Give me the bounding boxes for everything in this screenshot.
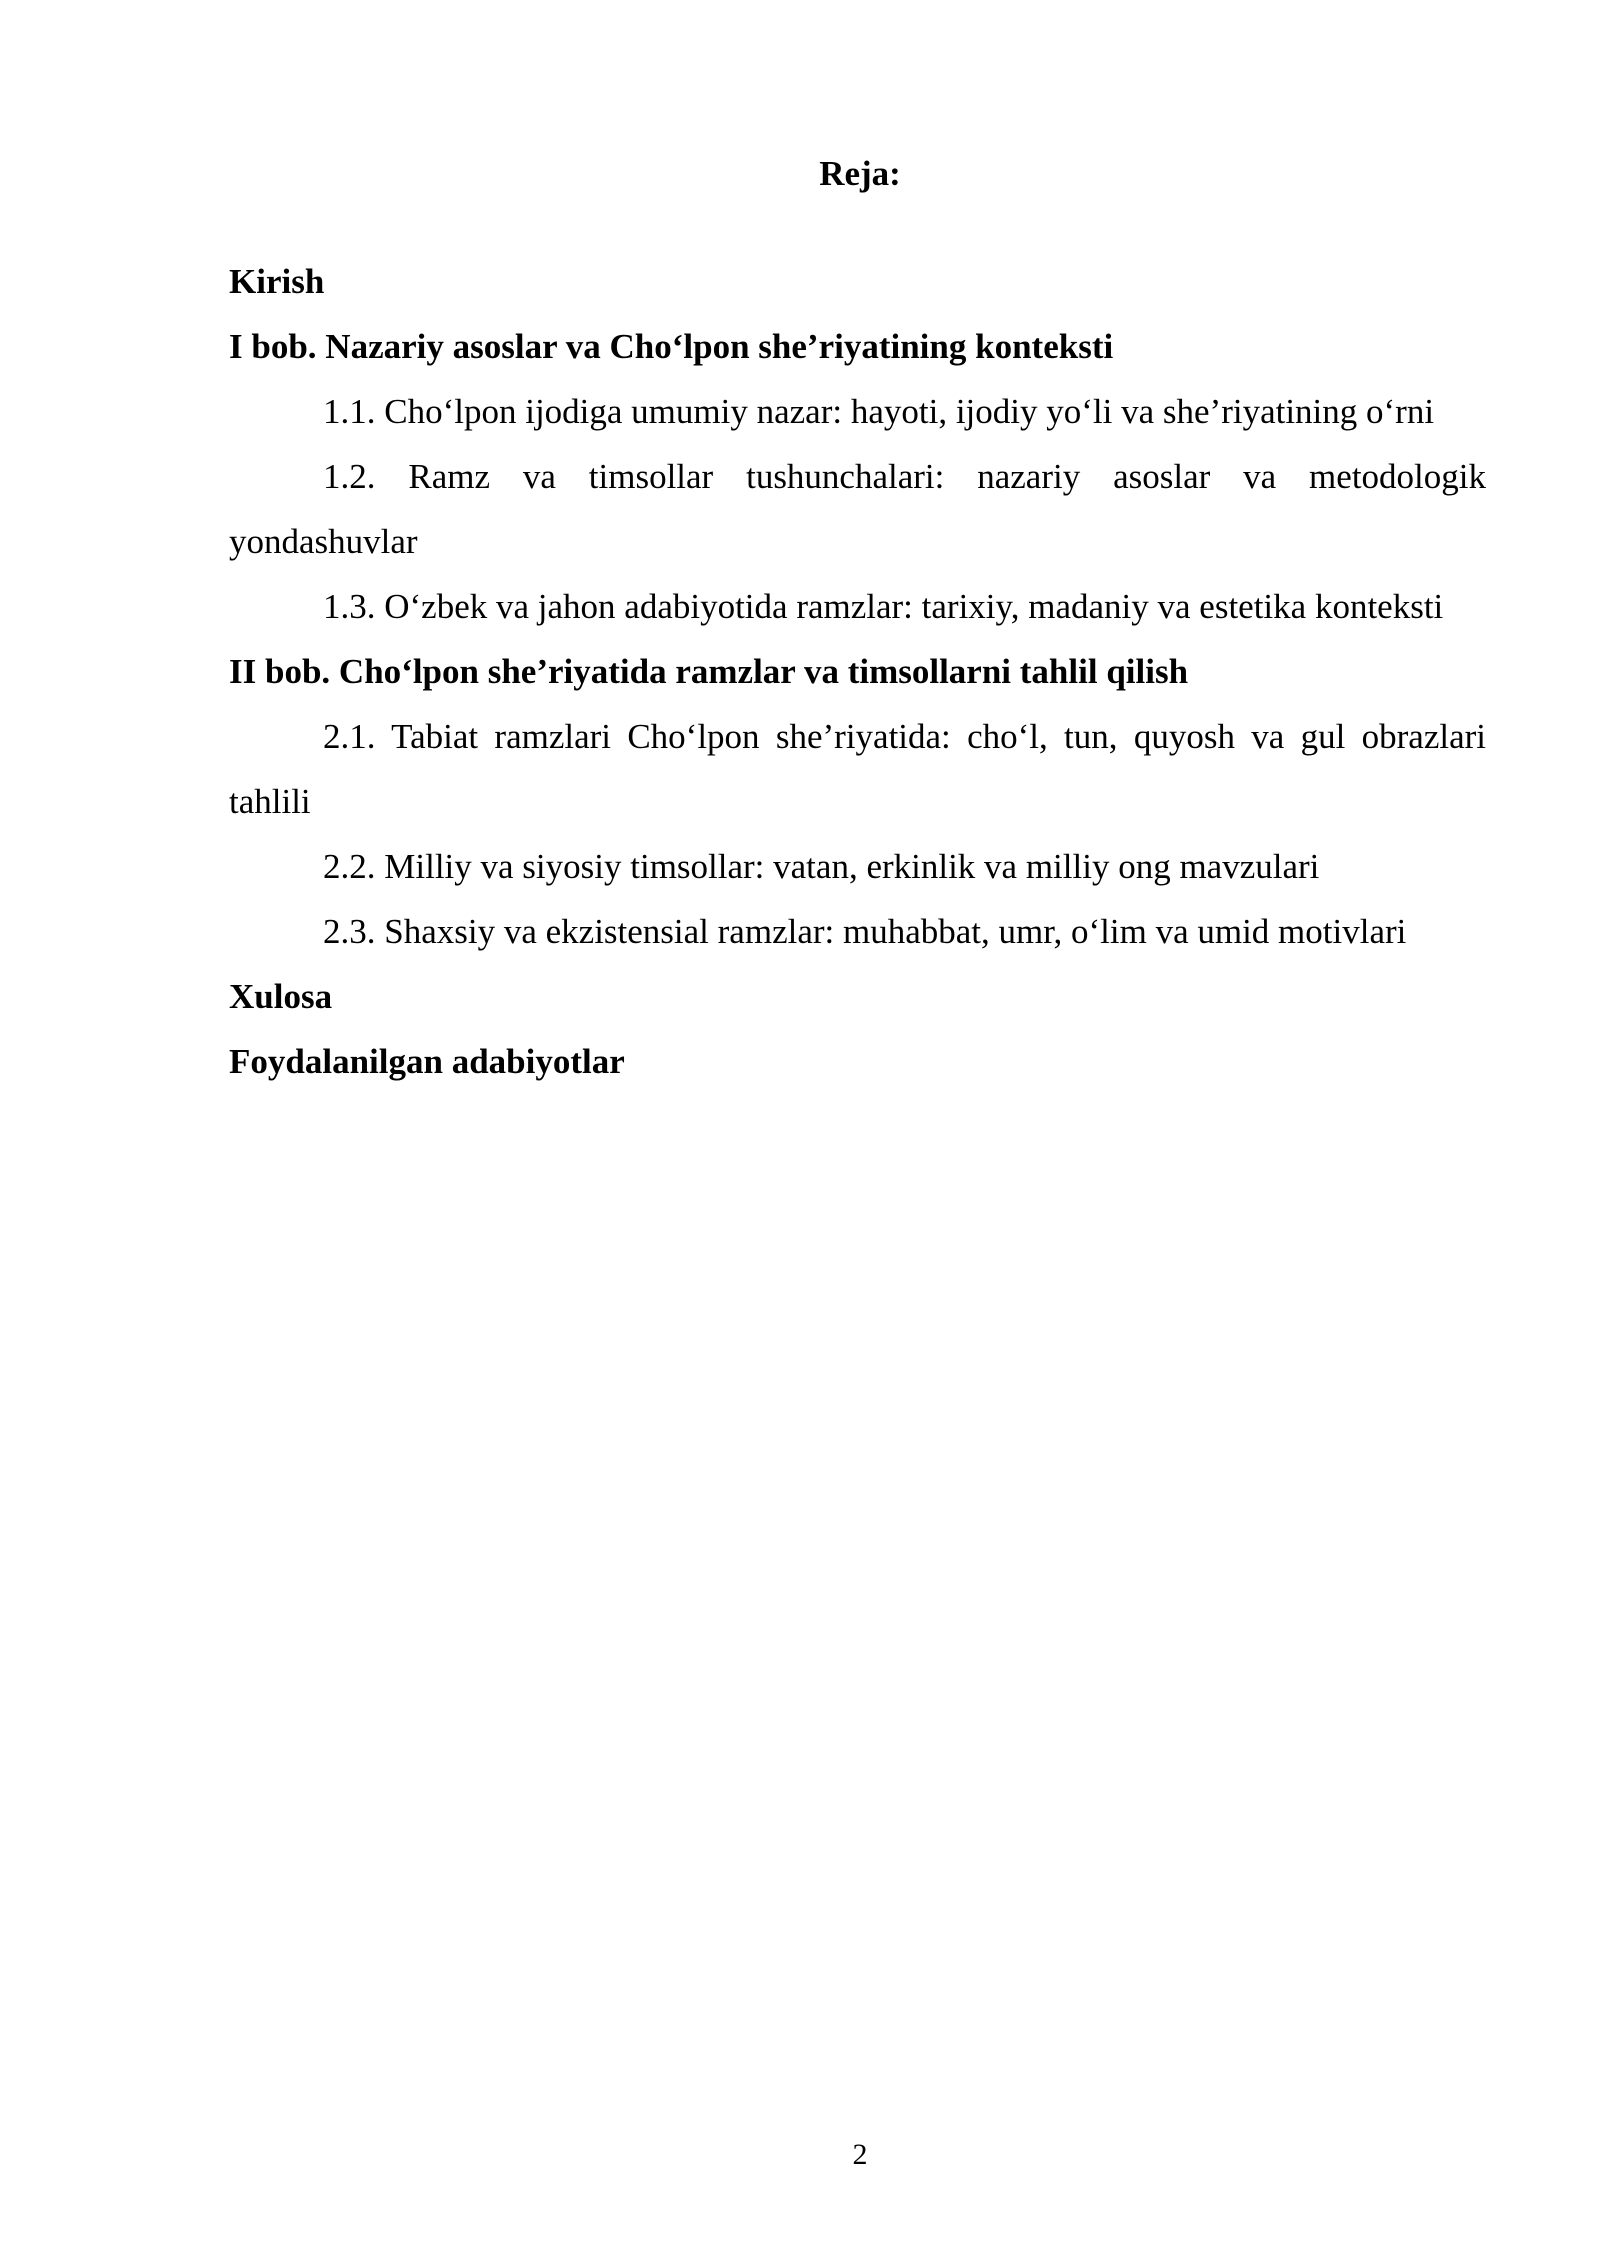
page-number: 2 [852,2138,868,2171]
toc-section-2-3: 2.3. Shaxsiy va ekzistensial ramzlar: muhabbat, umr, o‘lim va umid motivlari [323,912,1407,951]
toc-chapter-1-title: I bob. Nazariy asoslar va Cho‘lpon she’riyatining konteksti [229,327,1114,366]
toc-section-1-1: 1.1. Cho‘lpon ijodiga umumiy nazar: hayoti, ijodiy yo‘li va she’riyatining o‘rni [323,392,1435,431]
page-title: Reja: [819,154,901,193]
toc-references: Foydalanilgan adabiyotlar [229,1042,625,1081]
toc-section-2-1: 2.1. Tabiat ramzlari Cho‘lpon she’riyatida: cho‘l, tun, quyosh va gul obrazlari tahlili [229,717,1486,821]
table-of-contents [229,249,1486,1094]
toc-section-2-2: 2.2. Milliy va siyosiy timsollar: vatan, erkinlik va milliy ong mavzulari [323,847,1320,886]
toc-section-1-2: 1.2. Ramz va timsollar tushunchalari: nazariy asoslar va metodologik yondashuvlar [229,457,1486,561]
toc-section-1-3: 1.3. O‘zbek va jahon adabiyotida ramzlar: tarixiy, madaniy va estetika konteksti [323,587,1444,626]
toc-chapter-2-title: II bob. Cho‘lpon she’riyatida ramzlar va timsollarni tahlil qilish [229,652,1189,691]
toc-introduction: Kirish [229,262,325,301]
toc-conclusion: Xulosa [229,977,333,1016]
